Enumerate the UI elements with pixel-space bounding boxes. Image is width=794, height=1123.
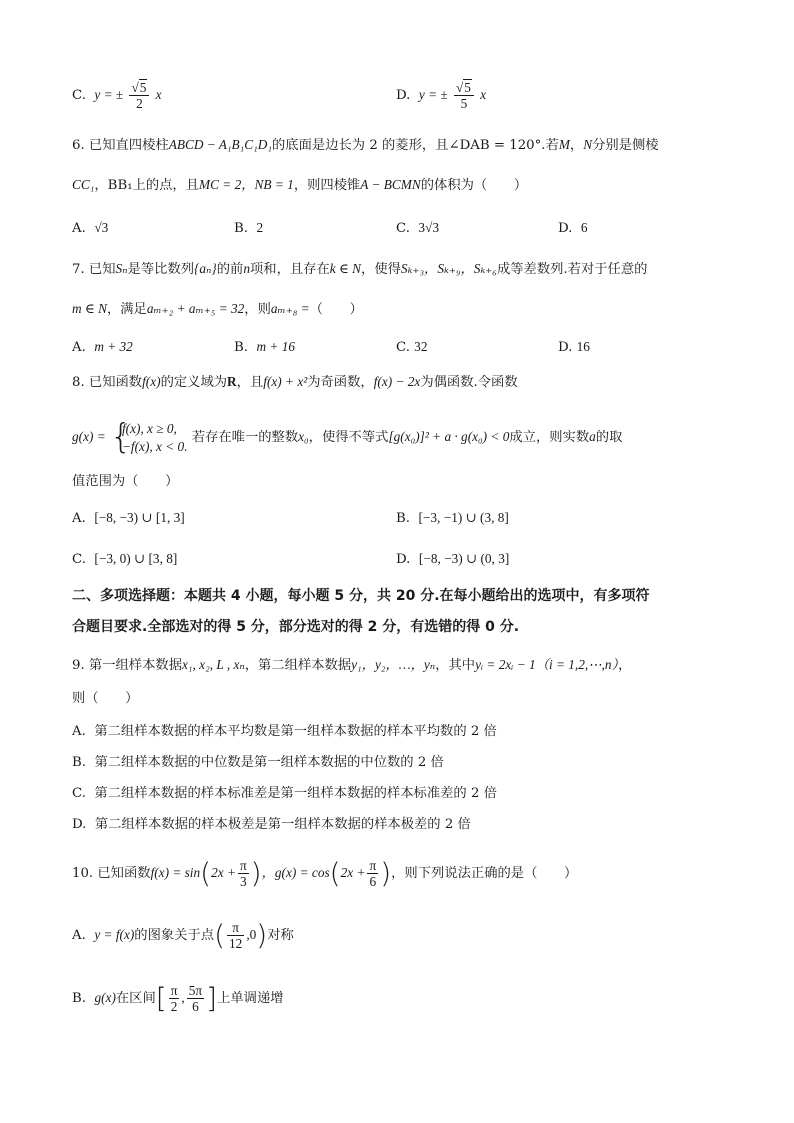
q5-option-d (396, 80, 486, 111)
q10-option-a: A. y = f(x)的图象关于点( $\frac{\pi}{12}$ ,0)对称 (72, 918, 294, 952)
fraction: $\frac{5\pi}{6}$ (188, 983, 203, 1014)
q7-stem-line2: m ∈ N，满足aₘ₊₂ + aₘ₊₅ = 32，则aₘ₊₈ =（ ） (72, 301, 363, 317)
q7-option-b: B. m + 16 (234, 339, 295, 355)
q6-stem-line2: CC₁，BB₁上的点，且MC = 2，NB = 1，则四棱锥A − BCMN的体积为（ ） (72, 177, 528, 193)
q6-stem-line1: 6. 已知直四棱柱ABCD − A₁B₁C₁D₁的底面是边长为 2 的菱形，且∠DAB = 120°.若M，N分别是侧棱 (72, 137, 659, 153)
q5-option-c (72, 80, 162, 111)
fraction: $\frac{\pi}{3}$ (239, 858, 247, 889)
q7-option-d: D. 16 (558, 339, 590, 355)
q8-option-b: B. [−3, −1) ∪ (3, 8] (396, 510, 509, 526)
q6-option-c: C. 3√3 (396, 220, 440, 236)
q9-stem-line1: 9. 第一组样本数据x₁, x₂, L , xₙ，第二组样本数据y₁，y₂，…，yₙ，其中yᵢ = 2xᵢ − 1（i = 1,2,⋯,n）， (72, 657, 632, 673)
q8-stem-line3: 值范围为（ ） (72, 474, 179, 489)
q9-stem-line2: 则（ ） (72, 691, 139, 706)
q10-option-b: B. g(x)在区间[ $\frac{\pi}{2}$ , $\frac{5\pi}{6}$ ]上单调递增 (72, 981, 284, 1015)
option-expr: y = ± (94, 87, 124, 102)
option-label: C. (72, 88, 86, 103)
fraction: $\frac{√5}{5}$ (454, 80, 474, 111)
option-expr-suffix: x (480, 87, 487, 102)
fraction: $\frac{\pi}{2}$ (170, 983, 178, 1014)
q7-option-c: C. 32 (396, 339, 428, 355)
q7-option-a: A. m + 32 (72, 339, 133, 355)
q10-stem: 10. 已知函数f(x) = sin(2x + $\frac{\pi}{3}$ )，g(x) = cos(2x + $\frac{\pi}{6}$ )，则下列说法正确的是（ ） (72, 856, 578, 890)
q9-option-a: A. 第二组样本数据的样本平均数是第一组样本数据的样本平均数的 2 倍 (72, 724, 497, 739)
option-expr: y = ± (418, 87, 448, 102)
fraction: $\frac{√5}{2}$ (129, 80, 149, 111)
q6-option-b: B. 2 (234, 220, 264, 236)
q9-option-d: D. 第二组样本数据的样本极差是第一组样本数据的样本极差的 2 倍 (72, 817, 471, 832)
piecewise-definition: { f(x), x ≥ 0, −f(x), x < 0. (109, 416, 188, 457)
option-expr-suffix: x (155, 87, 162, 102)
q8-stem-line2: g(x) = { f(x), x ≥ 0, −f(x), x < 0. 若存在唯一的整数x₀，使得不等式[g(x₀)]² + a · g(x₀) < 0成立，则实数a的取 (72, 416, 623, 457)
section-heading-line1: 二、多项选择题：本题共 4 小题，每小题 5 分，共 20 分.在每小题给出的选项中，有多项符 (72, 588, 650, 604)
q8-option-a: A. [−8, −3) ∪ [1, 3] (72, 510, 185, 526)
q9-option-c: C. 第二组样本数据的样本标准差是第一组样本数据的样本标准差的 2 倍 (72, 786, 497, 801)
fraction: $\frac{\pi}{12}$ (229, 920, 243, 951)
q6-option-d: D. 6 (558, 220, 588, 236)
fraction: $\frac{\pi}{6}$ (369, 858, 377, 889)
q8-stem-line1: 8. 已知函数f(x)的定义域为R，且f(x) + x²为奇函数，f(x) − 2x为偶函数.令函数 (72, 374, 518, 390)
section-heading-line2: 合题目要求.全部选对的得 5 分，部分选对的得 2 分，有选错的得 0 分. (72, 619, 520, 635)
q8-option-d: D. [−8, −3) ∪ (0, 3] (396, 551, 510, 567)
option-label: D. (396, 88, 411, 103)
q9-option-b: B. 第二组样本数据的中位数是第一组样本数据的中位数的 2 倍 (72, 755, 444, 770)
q8-option-c: C. [−3, 0) ∪ [3, 8] (72, 551, 178, 567)
q6-option-a: A. √3 (72, 220, 109, 236)
q7-stem-line1: 7. 已知Sₙ是等比数列{aₙ}的前n项和，且存在k ∈ N，使得Sₖ₊₃，Sₖ₊₉，Sₖ₊₆成等差数列.若对于任意的 (72, 261, 648, 277)
